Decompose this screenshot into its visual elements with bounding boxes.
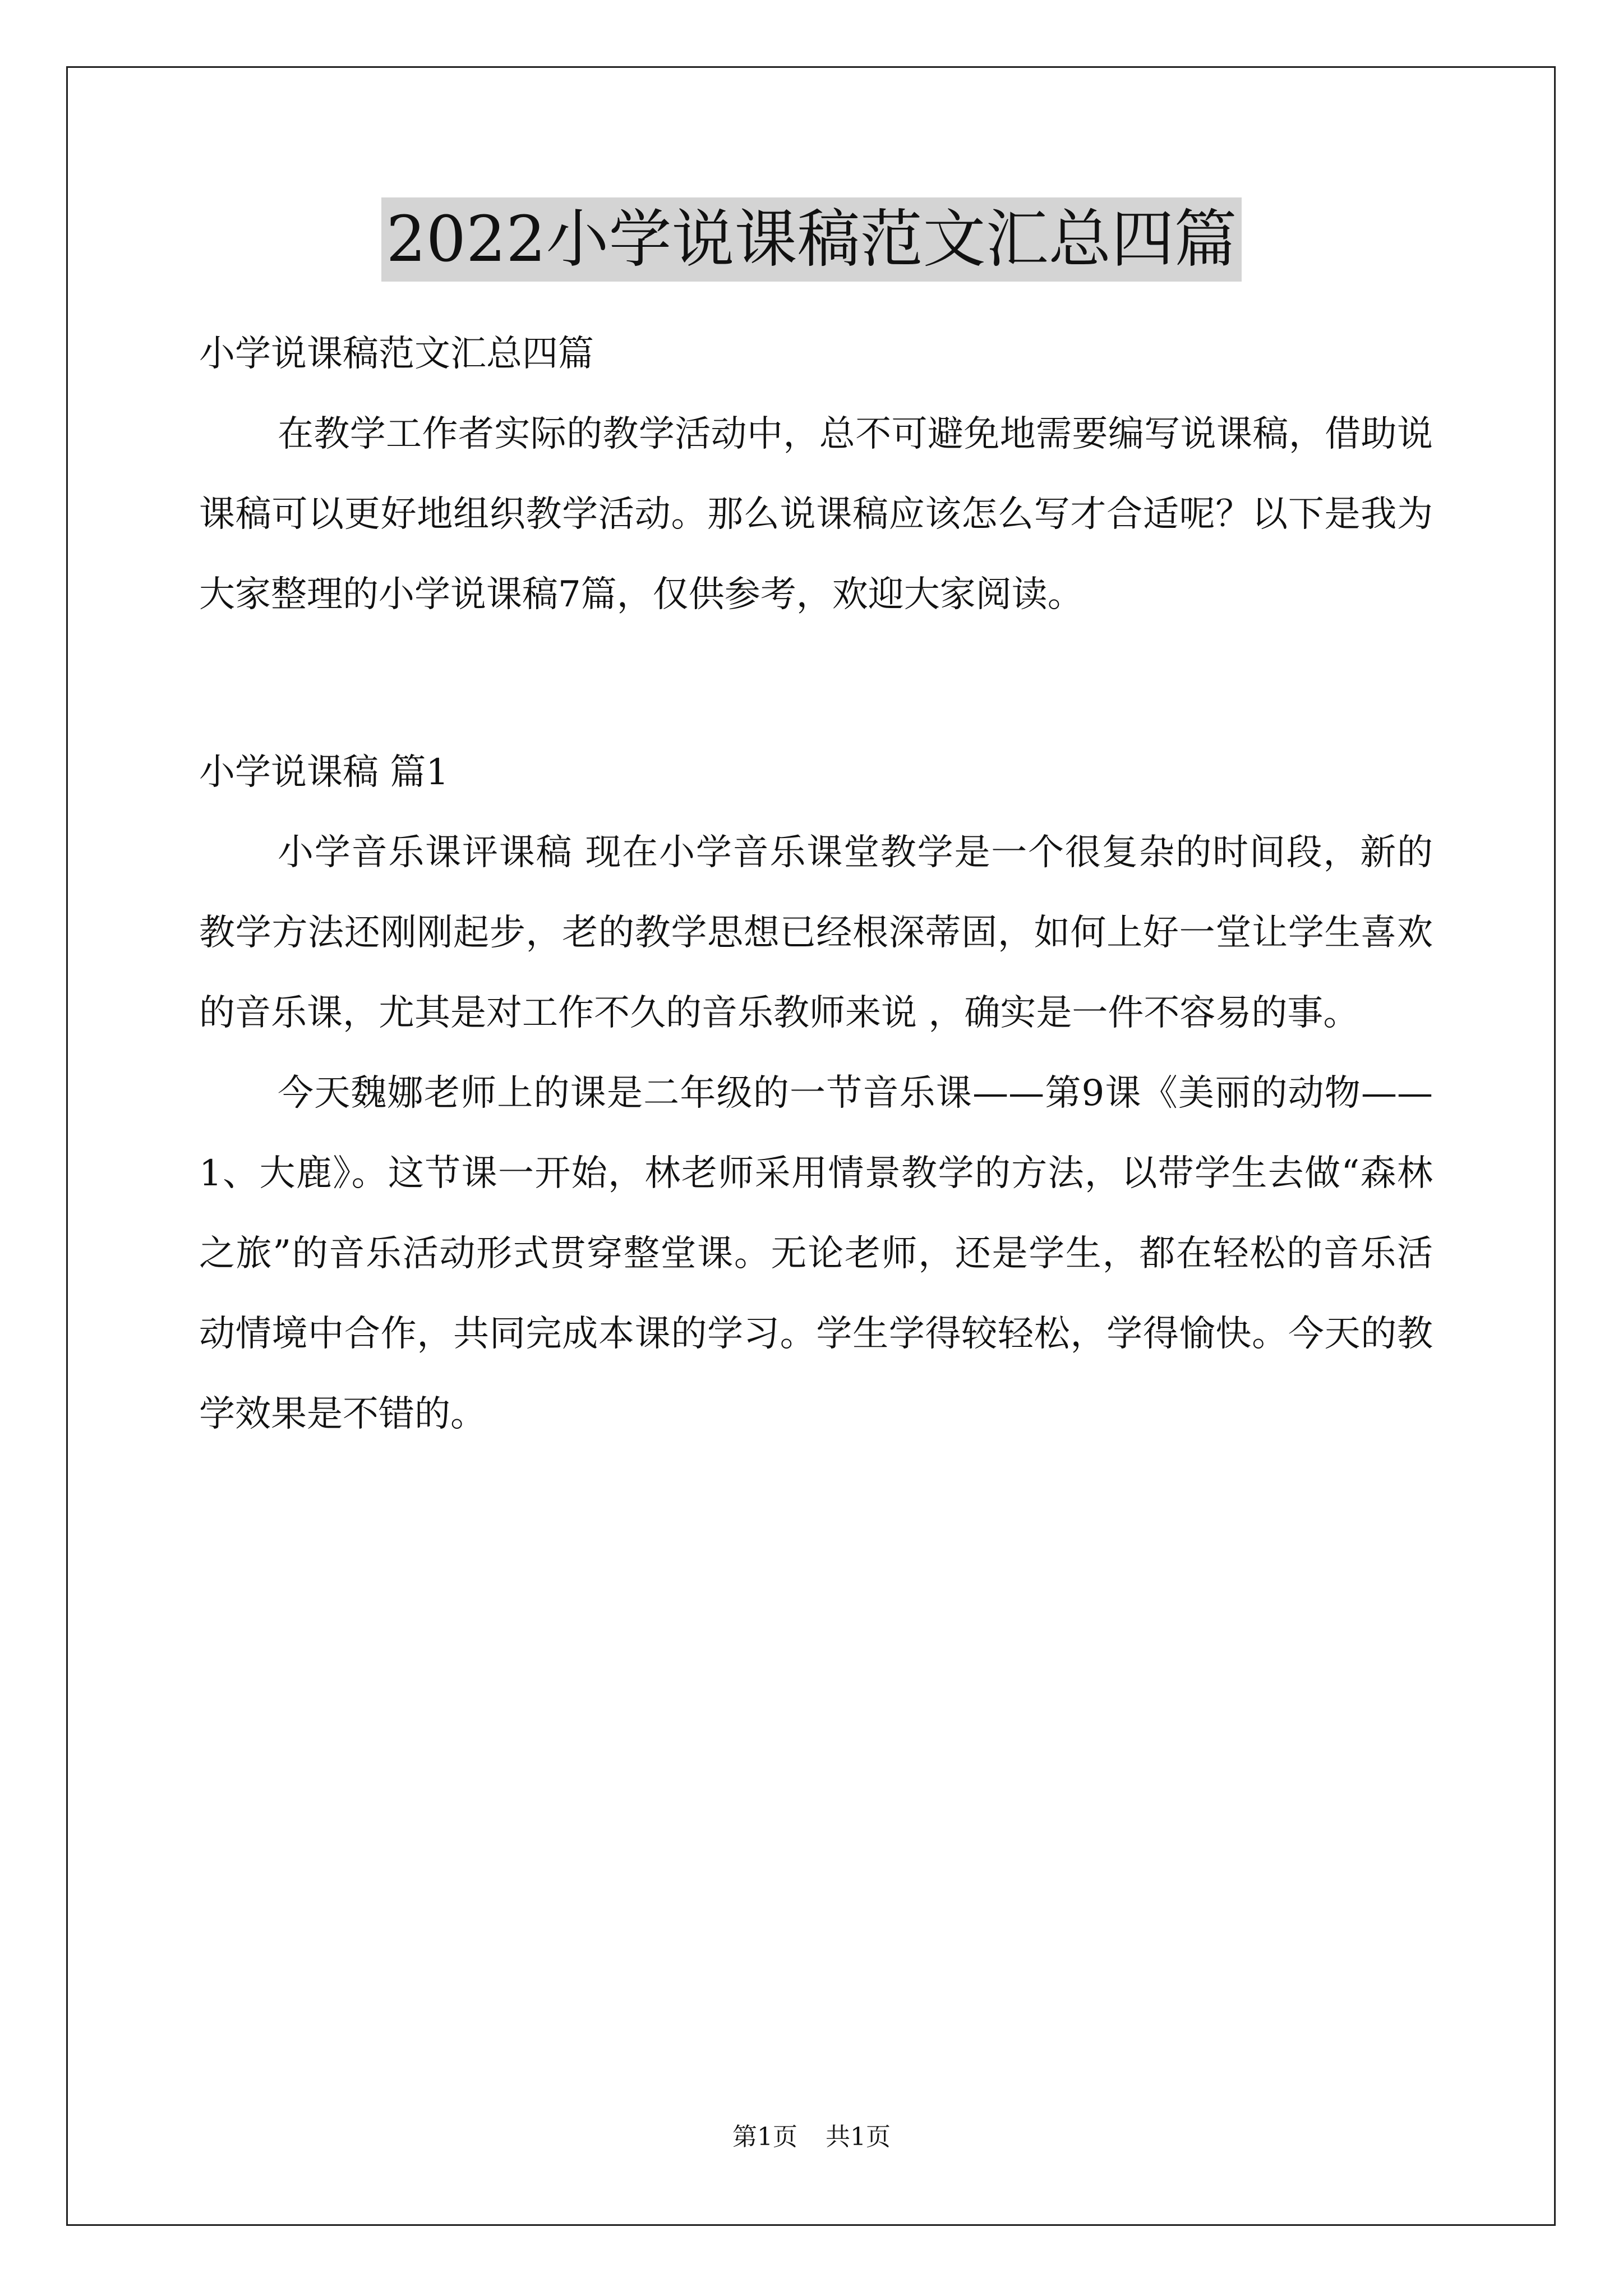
body-paragraph: 今天魏娜老师上的课是二年级的一节音乐课——第9课《美丽的动物——1、大鹿》。这节课一开始，林老师采用情景教学的方法，以带学生去做“森林之旅”的音乐活动形式贯穿整堂课。无论老师，还是学生，都在轻松的音乐活动情境中合作，共同完成本课的学习。学生学得较轻松，学得愉快。今天的教学效果是不错的。 (199, 1073, 1433, 1435)
subtitle: 小学说课稿范文汇总四篇 (199, 333, 594, 375)
page-footer (0, 2120, 1623, 2154)
page-total: 共1页 (826, 2123, 891, 2151)
intro-paragraph: 在教学工作者实际的教学活动中，总不可避免地需要编写说课稿，借助说课稿可以更好地组织教学活动。那么说课稿应该怎么写才合适呢？以下是我为大家整理的小学说课稿7篇，仅供参考，欢迎大家阅读。 (199, 413, 1433, 615)
section-heading: 小学说课稿 篇1 (199, 752, 449, 793)
document-title-text: 2022小学说课稿范文汇总四篇 (381, 197, 1241, 282)
page-number: 第1页 (732, 2123, 797, 2151)
body-paragraph: 小学音乐课评课稿 现在小学音乐课堂教学是一个很复杂的时间段，新的教学方法还刚刚起步，老的教学思想已经根深蒂固，如何上好一堂让学生喜欢的音乐课，尤其是对工作不久的音乐教师来说 ，确实是一件不容易的事。 (199, 832, 1433, 1034)
document-body (199, 314, 1433, 1455)
section-spacer (199, 635, 1433, 733)
document-title (0, 197, 1623, 282)
